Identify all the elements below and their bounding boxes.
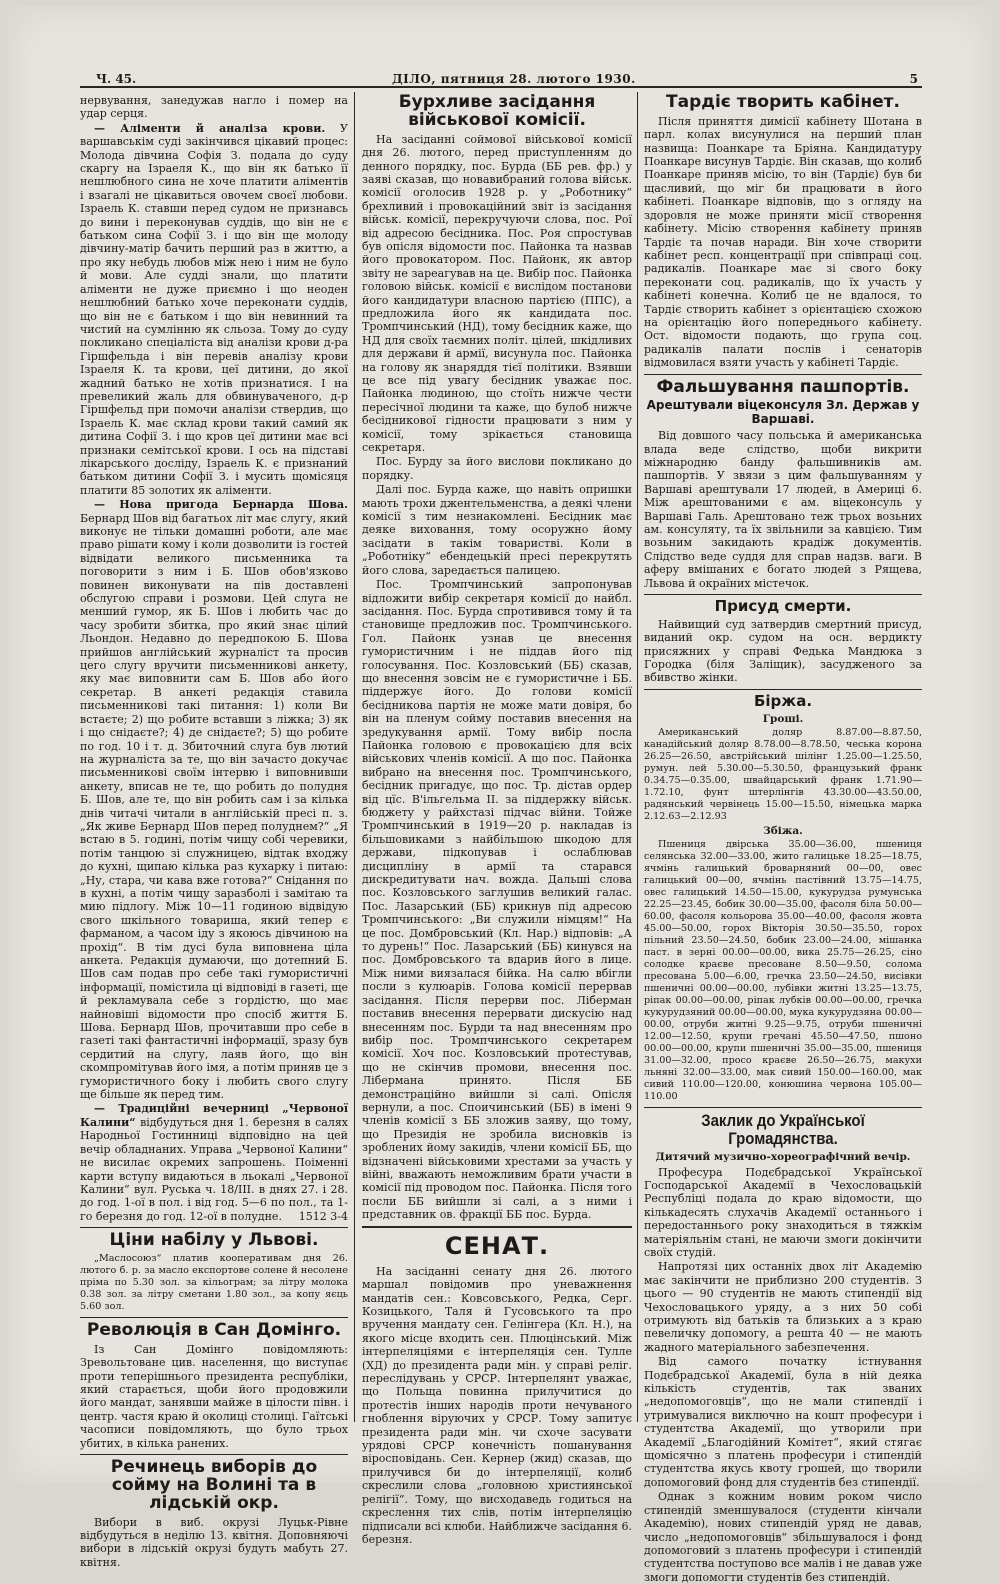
divider [644,1107,922,1108]
article-text: „Маслосоюз“ платив кооперативам дня 26. лютого б. р. за масло експортове солене й несолене пріма по 5.30 зол. за кільограм; за літру молока 0.38 зол. за літру сметани 1.80 зол., за копу яєць 5.60 зол. [80,1252,348,1312]
divider [80,1317,348,1318]
masthead: ДІЛО, пятниця 28. лютого 1930. [392,72,636,86]
headline-appeal: Заклик до Української Громадянства. [701,1111,865,1149]
article-text: На засіданні соймової військової комісії дня 26. лютого, перед приступленням до денного порядку, пос. Бурда (ББ рев. фр.) у заяві сказав, що новавибраний голова військ. комісії оголосив 1928 р. у „Роботнику“ брехливий і провокаційний звіт із засідання військ. комісії, перекручуючи слова, пос. Рої від адресою бесідника. Пос. Роя спростував був опісля відомости пос. Пайонка та назвав його провокатором. Пос. Пайонк, як автор звіту не зареагував на це. Вибір пос. Пайонка головою військ. комісії є вислідом постанови його кандидатури власною партією (ППС), а предложила його як кандидата пос. Тромпчинський (НД), тому бесідник каже, що НД для своїх таємних політ. цілей, шкідливих для держави й армії, висунула пос. Пайонка на голову як знаряддя тієї політики. Взявши це все під увагу бесідник уважає пос. Пайонка людиною, що стоїть нижче чести пересічної людини та каже, що булоб нижче бесідникової гідности працювати з ним у комісії, тому зрікається становища секретаря. [362,132,632,455]
article-title: — Традиційні вечерниці „Червоної Калини“ [80,1102,348,1129]
subheadline-money: Гроші. [762,712,804,725]
column-divider-1 [354,92,355,1422]
divider [644,594,922,595]
page-number: 5 [909,72,918,86]
divider [80,1227,348,1228]
headline-verdict: Присуд смерти. [714,597,852,616]
subheadline-passports: Арештували віцеконсуля Зл. Держав у Варшаві. [646,398,920,426]
article-alimony [80,122,348,497]
article-text: Бернард Шов від багатьох літ має слугу, який виконує не тільки домашні роботи, але має право рішати кому і коли дозволити із гостей відвідати великого письменника та поговорити з ним і Б. Шов обов'язково повинен виконувати на пів доставлені обслугою справи і розмови. Цей слуга не менший гумор, як Б. Шов і любить час до часу зробити збитка, про який знає цілий Льондон. Недавно до передпокою Б. Шова прийшов англійський журналіст та просив цего слугу вручити письменникові анкету, яку має виповнити сам Б. Шов або його секретар. В анкеті редакція ставила письменникові такі питання: 1) коли Ви встаєте; 2) що робите вставши з ліжка; 3) як і що снідаєте?; 4) де снідаєте?; 5) що робите по год. 10 і т. д. Збиточний слуга був лютий на журналіста за те, що він зачасто докучає письменникові своїм інтервю і виповнивши анкету, вписав не те, що робить до полудня Б. Шов, але те, що він робить сам і за кілька днів читачі читали в англійській пресі п. з. „Як живе Бернард Шов перед полуднем?“ „Я встаю в 5. годині, потім чищу собі черевики, потім танцюю зі служницею, відтак входжу до кухні, щипаю кілька раз кухарку і питаю: „Ну, стара, чи кава вже готова?“ Снідання по в кухні, а потім чищу заразболі і замітаю та мию підлогу. Між 10—11 годиною відвідую свого шкільного товариша, який тепер є фарманом, а часом іду з якоюсь дівчиною на прохід“. В тім дусі була виповнена ціла анкета. Редакція думаючи, що дотепний Б. Шов сам подав про себе такі гумористичні інформації, помістила ці відповіді в газеті, ще й рекламувала себе з гордістю, що має найновіші відомости про спосіб життя Б. Шова. Бернард Шов, прочитавши про себе в газеті такі фантастичні інформації, зразу був сердитий на слугу, лаяв його, що він скомпромітував його імя, а потім приняв це з гумористичного боку і любить свого слугу ще більше як перед тим. [80,511,348,1102]
ad-reference: 1512 3-4 [298,1209,348,1223]
article-text: На засіданні сенату дня 26. лютого маршал повідомив про уневажнення мандатів сен.: Ковсовського, Редка, Серг. Козицького, Таля й Гусовського та про вручення мандату сен. Гелінгера (Кл. Н.), на якого місце входить сен. Плюцінський. Між інтерпеляціями є інтерпеляція сен. Тулле (ХД) до президента ради мін. у справі реліг. переслідувань у СРСР. Інтерпелянт уважає, що Польща повинна прилучитися до протестів інших народів проти нечуваного гноблення віруючих у СРСР. Тому запитує президента ради мін. чи схоче засувати урядові СРСР конечність пошанування віросповідань. Сен. Кернер (жид) сказав, що прилучився би до інтерпеляції, колиб скреслили слова „головною християнської релігії“. Тому, що висходаведь годиться на скреслення тих слів, потім інтерпеляцію підписали всі клюби. Найближче засідання 6. березня. [362,1264,632,1546]
headline-exchange: Біржа. [753,691,813,710]
article-text: Далі пос. Бурда каже, що навіть опришки мають трохи джентельменства, а деякі члени комісії з тим незнакомлені. Бесідник має деяке виховання, тому осоружно йому засідати в такім товаристві. Коли в „Роботніку“ ебендецькій пресі перекрутять його слова, заредається палицею. [362,483,632,577]
headline-senate: СЕНАТ. [444,1231,550,1260]
column-3 [644,92,922,1584]
subheadline-grain: Збіжа. [763,825,803,838]
headline-tardieu: Тардіє творить кабінет. [666,92,900,112]
exchange-money-rates: Американський доляр 8.87.00—8.87.50, канадійський доляр 8.78.00—8.78.50, чеська корона 26.25—26.50, австрійський шілінг 1.25.00—1.25.50, румун. лей 5.30.00—5.30.50, французький франк 0.34.75—0.35.00, швайцарський франк 1.71.90—1.72.10, фунт штерлінгів 43.30.00—43.50.00, радянський червінець 15.00—15.50, німецька марка 2.12.63—2.12.93 [644,727,922,823]
issue-number: Ч. 45. [96,72,137,86]
article-chervona-kalyna [80,1102,348,1223]
article-text: Із Сан Домінго повідомляють: Зревольтоване цив. населення, що виступає проти теперішнього президента республіки, який старається, щоби його продовжили його мандат, занявши майже в цілости півн. і центр. частя краю й околиці столиці. Гаїтські часописи повідомляють, що було трьох убитих, в кілька ранених. [80,1342,348,1450]
divider [644,689,922,690]
exchange-grain-prices: Пшениця двірська 35.00—36.00, пшениця селянська 32.00—33.00, жито галицьке 18.25—18.75, ячмінь галицький броварняний 00—00, овес галицький 00—00, ячмінь пастівний 13.75—14.75, овес галицький 14.50—15.00, кукурудза румунська 22.25—23.45, бобик 30.00—35.00, фасоля біла 50.00—60.00, фасоля кольорова 35.00—40.00, фасоля жовта 45.00—50.00, горох Вікторія 30.50—35.50, горох пільний 23.50—24.50, бобик 23.00—24.00, мішанка паст. в зерні 00.00—00.00, вика 25.75—26.25, сіно солодке краєве пресоване 8.50—9.50, солома пресована 5.00—6.00, гречка 23.50—24.50, висівки пшеничні 00.00—00.00, лубівки житні 13.25—13.75, ріпак 00.00—00.00, ріпак лубків 00.00—00.00, гречка кукурудзяний 00.00—00.00, мука кукурудзяна 00.00—00.00, отруби житні 9.25—9.75, отруби пшеничні 12.00—12.50, крупи гречані 45.50—47.50, пшоно 00.00—00.00, крупи пшеничні 35.00—35.00, пшениця 31.00—32.00, просо краєве 26.50—26.75, макухи льняні 32.00—33.00, мак сивий 150.00—160.00, мак сивий 110.00—120.00, конюшина червона 105.00—110.00 [644,839,922,1103]
header-rule [80,86,922,88]
article-text: Однак з кожним новим роком число стипендій зменшувалося (студенти кінчали Академію), нових стипендій уряд не давав, число „недопомоговців“ збільшувалося і фонд допомоговий з платень професури і стипендій студентства поступово все малів і не давав уже змоги допомогти студентів без стипендій. [644,1490,922,1584]
column-1 [80,94,348,1569]
article-text: Професура Подєбрадської Української Господарської Академії в Чехословацькій Республіці подала до краю відомости, що кількадесять слухачів Академії останнього і передостаннього року знаходиться в тяжкім матеріяльнім стані, не маючи змоги докінчити своїх студій. [644,1165,922,1259]
article-text: Від самого початку істнування Подєбрадської Академії, була в ній деяка кількість студентів, так званих „недопомоговців“, що не мали стипендії і утримувалися виключно на кошт професури і студентства Академії, що утворили при Академії „Благодійний Комітет“, який стягає щомісячно з платень професури і стипендій студентства якусь квоту грошей, що творили допомоговий фонд для студентів без стипендії. [644,1355,922,1489]
headline-elections: Речинець виборів до сойму на Волині та в лідській окр. [110,1457,318,1513]
article-title: — Аліменти й аналіза крови. [94,121,326,135]
headline-passports: Фальшування пашпортів. [656,376,910,397]
article-text: Після приняття димісії кабінету Шотана в парл. колах висунулися на перший план назвища: Поанкаре та Бріяна. Кандидатуру Поанкаре висунув Тардіє. Він сказав, що колиб Поанкаре приняв місію, то він (Тардіє) був би щасливий, що міг би працювати в його кабінеті. Поанкаре відповів, що з огляду на здоровля не може приняти місії створення кабінету. Місію створення кабінету приняв Тардіє та почав наради. Він хоче створити кабінет респ. концентрації при співпраці соц. радикалів. Поанкаре має зі свого боку переконати соц. радикалів, що їх участь у кабінеті конечна. Колиб це не вдалося, то Тардіє створить кабінет з орієнтацією схожою на орієнтацію його попереднього кабінету. Ост. відомости подають, що група соц. радикалів палати послів і сенаторів відмовилася взяти участь у кабінеті Тардіє. [644,114,922,370]
article-text: Вибори в виб. окрузі Луцьк-Рівне відбудуться в неділю 13. квітня. Доповняючі вибори в лідській окрузі будуть мабуть 27. квітня. [80,1515,348,1569]
divider [362,1226,632,1228]
article-text: нервування, занедужав нагло і помер на удар серця. [80,94,348,121]
divider [644,374,922,375]
headline-revolution: Революція в Сан Домінго. [86,1319,342,1340]
subheadline-appeal: Дитячий музично-хореографічний вечір. [655,1151,911,1164]
column-2 [362,92,632,1546]
article-title: — Нова пригода Бернарда Шова. [94,498,348,512]
article-text: Пос. Тромпчинський запропонував відложити вибір секретаря комісії до найбл. засідання. Пос. Бурда спротивився тому й та становище предложив пос. Тромпчинського. Гол. Пайонк узнав це внесення гумористичним і не піддав його під голосування. Пос. Козловський (ББ) сказав, що внесення зовсім не є гумористичне і ББ. піддержує його. До голови комісії бесідникова партія не може мати довіря, бо він на пленум сойму поставив внесення на зредукування армії. Тому вибір посла Пайонка головою є провокацією для всіх військових членів комісії. А що пос. Пайонка вибрано на внесення пос. Тромпчинського, бесідник пригадує, що пос. Тр. дістав ордер від цїс. В'ільгельма II. за піддержку військ. бюджету у райхстазі підчас війни. Тойже Тромпчинський в 1919—20 р. накладав із більшовиками з найбільшою шкодою для держави, підкопував і ослаблював дисципліну в армії та старався дискредитувати нач. вожда. Дальші слова пос. Козловського заглушив великий галас. Пос. Лазарський (ББ) крикнув під адресою Тромпчинського: „Ви служили німцям!“ На це пос. Домбровський (Кл. Нар.) відповів: „А то дурень!“ Пос. Лазарський (ББ) кинувся на пос. Домбровського та вдарив його в лице. Між ними виязалася бійка. На салю вбігли посли з кулюарів. Голова комісії перервав засідання. Після перерви пос. Ліберман поставив внесення перервати дискусію над внесенням пос. Бурди та над внесенням про вибір пос. Тромпчинського секретарем комісії. Хоч пос. Козловський протестував, що не скінчив промови, внесення пос. Лібермана принято. Після ББ демонстраційно вийшли зі салі. Опісля вернули, а пос. Споичинський (ББ) в імені 9 членів комісії з ББ зложив заяву, що тому, що Президія не зробила висновків із зроблених йому закидів, члени комісії ББ, що відзначені військовими хрестами за участь у війні, вважають неможливим брати участи в комісії під проводом пос. Пайонка. Після того посли ББ вийшли зі салі, а з ними і представник ов. фракції ББ пос. Бурда. [362,578,632,1222]
article-text: Пос. Бурду за його вислови покликано до порядку. [362,455,632,482]
article-text: Напротязі цих останніх двох літ Академію має закінчити не приблизно 200 студентів. З цього — 90 студентів не мають стипендії від Чехословацького уряду, а з них 50 собі отримують від батьків та близьких а з краю певеличку допомогу, а решта 40 — не мають жадного матеріального забезпечення. [644,1260,922,1354]
article-text: У варшавськім суді закінчився цікавий процес: Молода дівчина Софія З. подала до суду скаргу на Ізраеля К., що він як батько її нешлюбного сина не хоче платити аліментів і взагалі не цікавиться овочем своєї любови. Ізраель К. ставши перед судом не признавсь до вини і переконував суддів, що він не є батьком сина Софії З. і що він ще молоду дівчину-матір бачить перший раз в життю, а про яку небудь любов між нею і ним не було й мови. Але судді знали, що платити аліменти не дуже приємно і що неоден нешлюбний батько хоче переконати суддів, що він не є батьком і що він невинний та чистий на сумлінню як сльоза. Тому до суду покликано спеціаліста від аналізи крови д-ра Гіршфельда і він перевів аналізу крови Ізраеля К. та крови, цеї дитини, до якої жадний батько не хотів признатися. І на превеликий жаль для обвинуваченого, д-р Гіршфельд при помочи аналізи ствердив, що Ізраель К. має склад крови такий самий як дитина Софії З. і що кров цеї дитини має всі признаки семітської крови. І ось на підставі лікарського досліду, Ізраель К. є признаний батьком дитини Софії З. і мусить щомісяця платити 85 золотих як аліменти. [80,121,348,497]
divider [80,1454,348,1455]
headline-prices: Ціни набілу у Львові. [109,1230,319,1251]
article-text: Найвищий суд затвердив смертний присуд, виданий окр. судом на осн. вердикту присяжних у справі Федька Мандюка з Городка (біля Заліщик), засудженого за вбивство жінки. [644,617,922,685]
article-text: Від довшого часу польська й американська влада веде слідство, щоби викрити міжнародню банду фальшивників ам. пашпортів. У звязи з цим фальшуванням у Варшаві арештували 17 людей, в Америці 6. Між арештованими є ам. віцеконсуль у Варшаві Галь. Арештовано теж трьох возьних ам. консуляту, та їх звільнили за кавцією. Тим возьним закидають крадіж документів. Слідство веде суддя для справ надзв. ваги. В аферу вмішаних є богато людей з Рящева, Львова й окраїних містечок. [644,429,922,590]
column-divider-2 [637,92,638,1422]
article-shaw [80,498,348,1101]
headline-military-commission: Бурхливе засідання військової комісії. [398,92,596,130]
article-text: відбудуться дня 1. березня в салях Народньої Гостинниці відповідно на цей вечір обладнаних. Управа „Червоної Калини“ не висилає окремих запрошень. Поіменні карти вступу видаються в льокалі „Червоної Калини“ вул. Руська ч. 18/ІІІ. в днях 27. і 28. до год. 1-ої в пол. і від год. 5—6 по пол., та 1-го березня до год. 12-ої в полудне. [80,1115,348,1223]
